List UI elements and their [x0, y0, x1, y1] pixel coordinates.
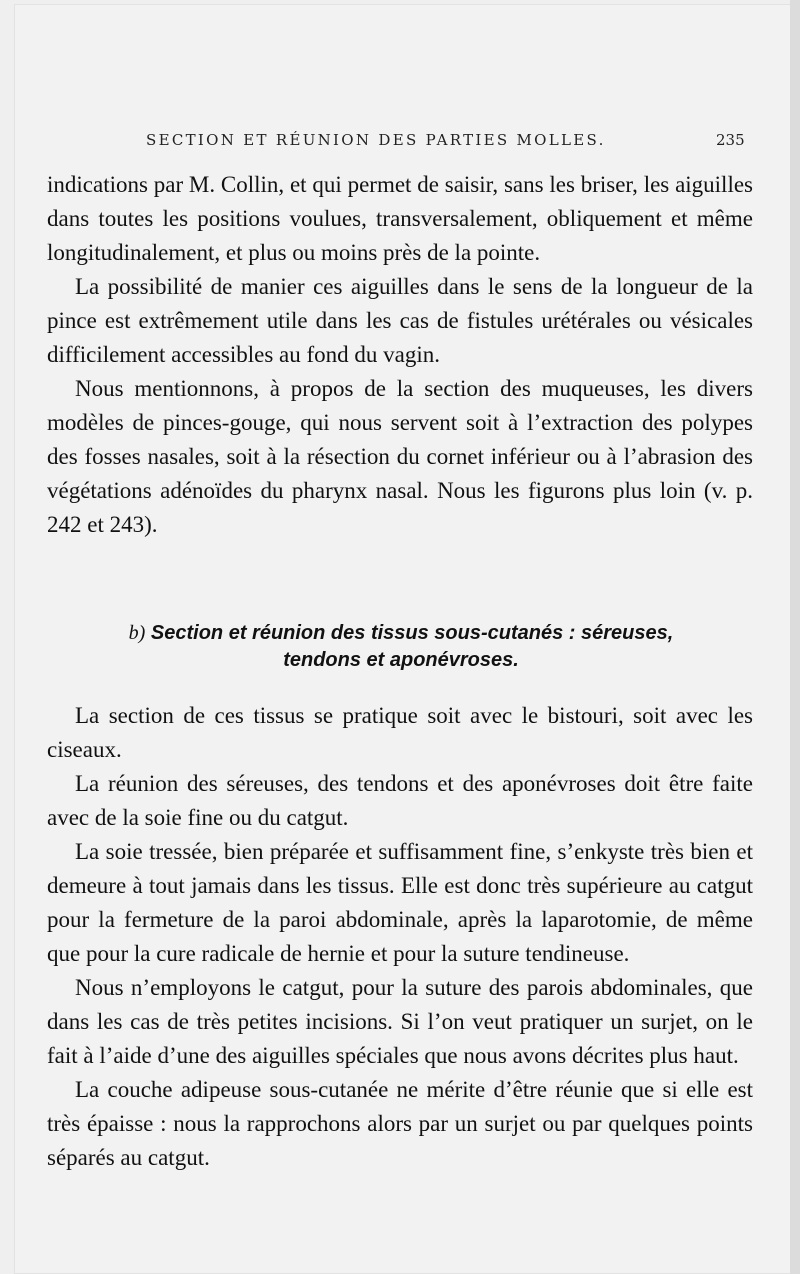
- page-edge-shadow: [790, 0, 800, 1274]
- running-head: SECTION ET RÉUNION DES PARTIES MOLLES.: [146, 131, 606, 149]
- paragraph: La couche adipeuse sous-cutanée ne mérite d’être réunie que si elle est très épaisse : nous la rapprochons alors par un surjet ou par quelques points séparés au catgut.: [47, 1077, 753, 1170]
- paragraph: La section de ces tissus se pratique soit avec le bistouri, soit avec les ciseaux.: [47, 703, 753, 762]
- paragraph: La possibilité de manier ces aiguilles dans le sens de la longueur de la pince est extrêmement utile dans les cas de fistules urétérales ou vésicales difficilement accessibles au fond du vagin.: [47, 274, 753, 367]
- section-subheading: [76, 620, 726, 674]
- subheading-marker: b): [128, 622, 146, 644]
- body-text-bottom: [47, 699, 753, 1175]
- subheading-text-2: tendons et aponévroses.: [283, 649, 519, 671]
- paragraph: Nous n’employons le catgut, pour la suture des parois abdominales, que dans les cas de très petites incisions. Si l’on veut pratiquer un surjet, on le fait à l’aide d’une des aiguilles spéciales que nous avons décrites plus haut.: [47, 975, 753, 1068]
- body-text-top: [47, 168, 753, 542]
- page-number: 235: [716, 131, 745, 149]
- paragraph: indications par M. Collin, et qui permet de saisir, sans les briser, les aiguilles dans toutes les positions voulues, transversalement, obliquement et même longitudinalement, et plus ou moins près de la pointe.: [47, 172, 753, 265]
- paragraph: Nous mentionnons, à propos de la section des muqueuses, les divers modèles de pinces-gouge, qui nous servent soit à l’extraction des polypes des fosses nasales, soit à la résection du cornet inférieur ou à l’abrasion des végétations adénoïdes du pharynx nasal. Nous les figurons plus loin (v. p. 242 et 243).: [47, 376, 753, 537]
- paragraph: La soie tressée, bien préparée et suffisamment fine, s’enkyste très bien et demeure à tout jamais dans les tissus. Elle est donc très supérieure au catgut pour la fermeture de la paroi abdominale, après la laparotomie, de même que pour la cure radicale de hernie et pour la suture tendineuse.: [47, 839, 753, 966]
- paragraph: La réunion des séreuses, des tendons et des aponévroses doit être faite avec de la soie fine ou du catgut.: [47, 771, 753, 830]
- subheading-line-1: [76, 620, 726, 647]
- subheading-text-1: Section et réunion des tissus sous-cutanés : séreuses,: [150, 622, 674, 644]
